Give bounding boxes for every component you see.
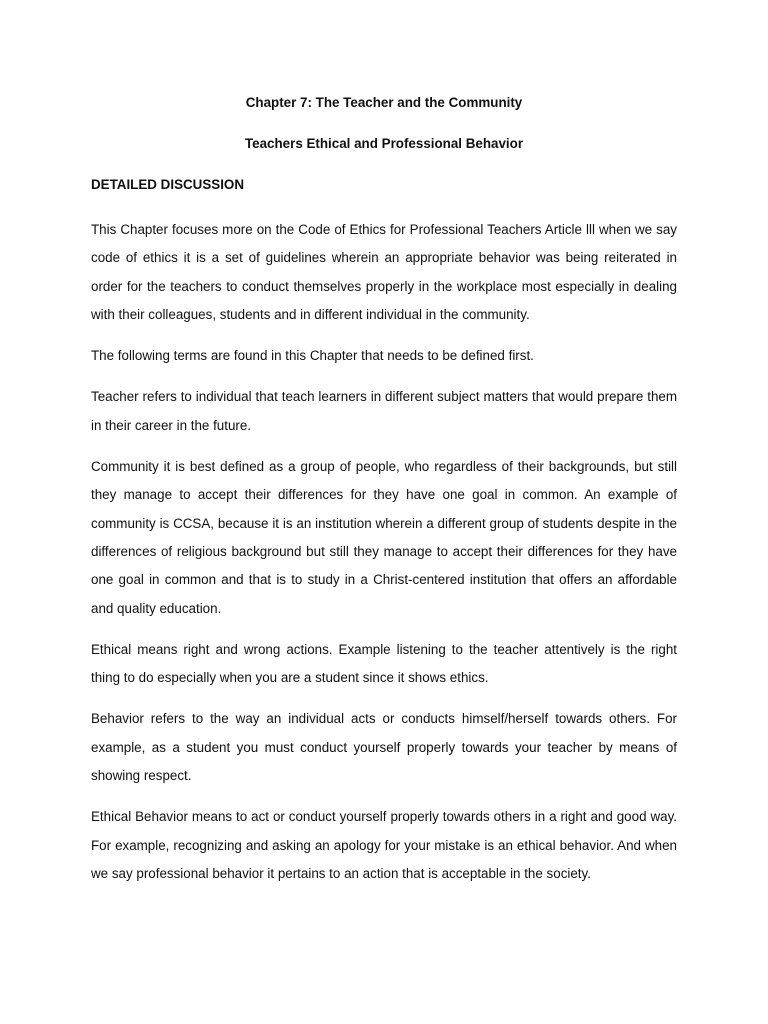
- paragraph-teacher: Teacher refers to individual that teach learners in different subject matters that would prepare them in their career in the future.: [91, 389, 677, 433]
- section-heading: DETAILED DISCUSSION: [91, 177, 245, 192]
- paragraph-intro: This Chapter focuses more on the Code of Ethics for Professional Teachers Article lll when we say code of ethics it is a set of guidelines wherein an appropriate behavior was being reiterated in order for the teachers to conduct themselves properly in the workplace most especially in dealing with their colleagues, students and in different individual in the community.: [91, 222, 677, 322]
- chapter-subtitle: Teachers Ethical and Professional Behavior: [244, 136, 524, 151]
- paragraph-terms: The following terms are found in this Chapter that needs to be defined first.: [91, 348, 534, 364]
- document-body: [91, 93, 677, 901]
- chapter-title: Chapter 7: The Teacher and the Community: [245, 95, 523, 110]
- paragraph-community: Community it is best defined as a group of people, who regardless of their backgrounds, but still they manage to accept their differences for they have one goal in common. An example of community is CCSA, because it is an institution wherein a different group of students despite in the differences of religious background but still they manage to accept their differences for they have one goal in common and that is to study in a Christ-centered institution that offers an affordable and quality education.: [91, 459, 677, 616]
- paragraph-ethical: Ethical means right and wrong actions. Example listening to the teacher attentively is the right thing to do especially when you are a student since it shows ethics.: [91, 641, 677, 686]
- paragraph-behavior: Behavior refers to the way an individual acts or conducts himself/herself towards others. For example, as a student you must conduct yourself properly towards your teacher by means of showing respect.: [91, 711, 677, 784]
- paragraph-ethical-behavior: Ethical Behavior means to act or conduct yourself properly towards others in a right and good way. For example, recognizing and asking an apology for your mistake is an ethical behavior. And when we say professional behavior it pertains to an action that is acceptable in the society.: [91, 809, 677, 881]
